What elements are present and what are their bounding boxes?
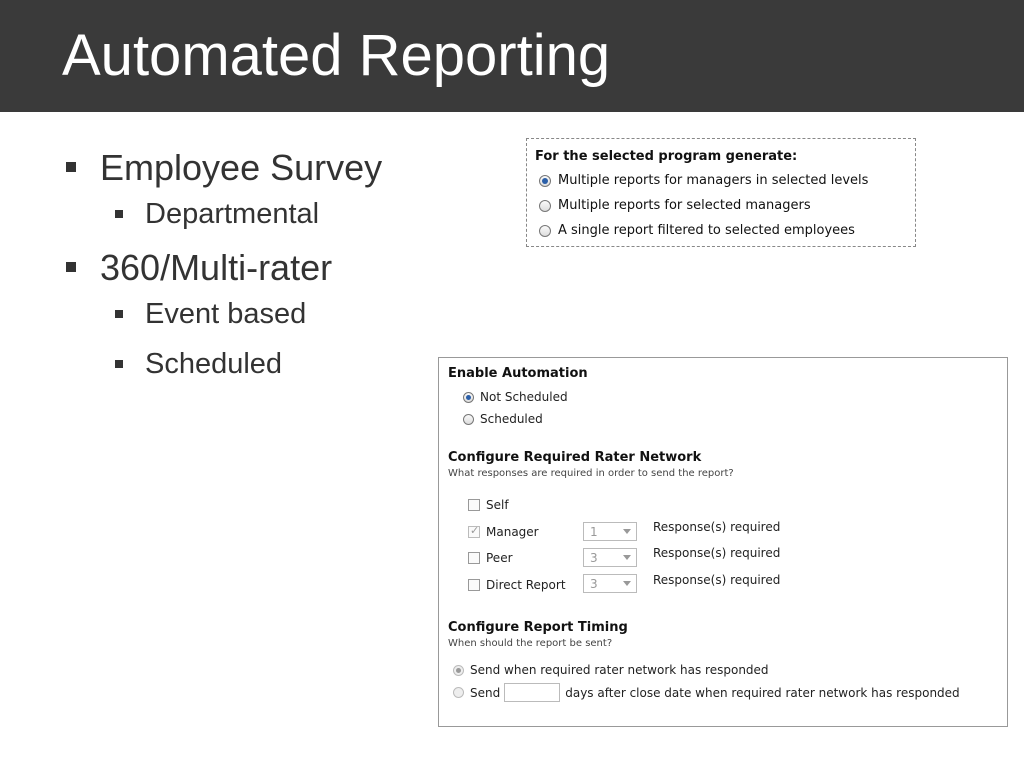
sub-bullet-event-based: Event based	[62, 296, 382, 332]
peer-count-select[interactable]	[583, 548, 637, 567]
radio-button[interactable]	[463, 414, 474, 425]
bullet-360-multi-rater: 360/Multi-rater	[62, 246, 382, 290]
radio-button-selected[interactable]	[539, 175, 551, 187]
bullet-list	[62, 146, 382, 396]
response-required-label: Response(s) required	[653, 520, 781, 534]
checkbox-label: Direct Report	[486, 578, 566, 592]
direct-report-count-select[interactable]	[583, 574, 637, 593]
sub-bullet-departmental: Departmental	[62, 196, 382, 232]
select-value: 3	[590, 576, 598, 591]
checkbox-peer[interactable]	[468, 552, 480, 564]
sub-bullet-list	[62, 296, 382, 382]
report-timing-subtitle: When should the report be sent?	[448, 638, 613, 649]
sub-bullet-scheduled: Scheduled	[62, 346, 382, 382]
radio-button-selected[interactable]	[453, 665, 464, 676]
report-generation-panel	[526, 138, 916, 247]
chevron-down-icon	[623, 555, 631, 560]
option-single-report[interactable]	[539, 223, 855, 238]
report-generation-heading: For the selected program generate:	[535, 149, 798, 164]
checkbox-label: Self	[486, 498, 509, 512]
report-timing-title: Configure Report Timing	[448, 620, 628, 635]
option-not-scheduled[interactable]	[463, 390, 568, 404]
option-label-suffix: days after close date when required rater network has responded	[565, 685, 960, 700]
radio-button[interactable]	[453, 687, 464, 698]
automation-settings-panel	[438, 357, 1008, 727]
checkbox-manager[interactable]	[468, 526, 480, 538]
radio-button-selected[interactable]	[463, 392, 474, 403]
option-label: Multiple reports for selected managers	[558, 198, 811, 213]
option-label: A single report filtered to selected employees	[558, 223, 855, 238]
rater-network-title: Configure Required Rater Network	[448, 450, 702, 465]
days-input[interactable]	[504, 683, 560, 702]
rater-network-subtitle: What responses are required in order to send the report?	[448, 468, 734, 479]
option-label-prefix: Send	[470, 685, 501, 700]
option-label: Scheduled	[480, 412, 543, 426]
select-value: 1	[590, 524, 598, 539]
bullet-employee-survey: Employee Survey	[62, 146, 382, 190]
option-label: Send when required rater network has responded	[470, 663, 769, 677]
chevron-down-icon	[623, 529, 631, 534]
option-send-when-responded[interactable]	[453, 663, 769, 677]
option-selected-managers[interactable]	[539, 198, 811, 213]
sub-bullet-list	[62, 196, 382, 232]
checkbox-row-peer[interactable]	[468, 551, 513, 565]
chevron-down-icon	[623, 581, 631, 586]
response-required-label: Response(s) required	[653, 546, 781, 560]
enable-automation-title: Enable Automation	[448, 366, 588, 381]
select-value: 3	[590, 550, 598, 565]
manager-count-select[interactable]	[583, 522, 637, 541]
option-label: Multiple reports for managers in selected levels	[558, 173, 869, 188]
slide-title: Automated Reporting	[62, 23, 611, 88]
option-scheduled[interactable]	[463, 412, 543, 426]
checkbox-label: Manager	[486, 525, 539, 539]
option-send-days-after[interactable]	[453, 683, 960, 702]
option-label: Not Scheduled	[480, 390, 568, 404]
option-managers-in-levels[interactable]	[539, 173, 868, 188]
checkbox-self[interactable]	[468, 499, 480, 511]
checkbox-direct-report[interactable]	[468, 579, 480, 591]
checkbox-row-self[interactable]	[468, 498, 509, 512]
checkbox-row-manager[interactable]	[468, 525, 539, 539]
radio-button[interactable]	[539, 200, 551, 212]
checkbox-label: Peer	[486, 551, 513, 565]
radio-button[interactable]	[539, 225, 551, 237]
checkbox-row-direct-report[interactable]	[468, 578, 566, 592]
title-bar	[0, 0, 1024, 112]
response-required-label: Response(s) required	[653, 573, 781, 587]
